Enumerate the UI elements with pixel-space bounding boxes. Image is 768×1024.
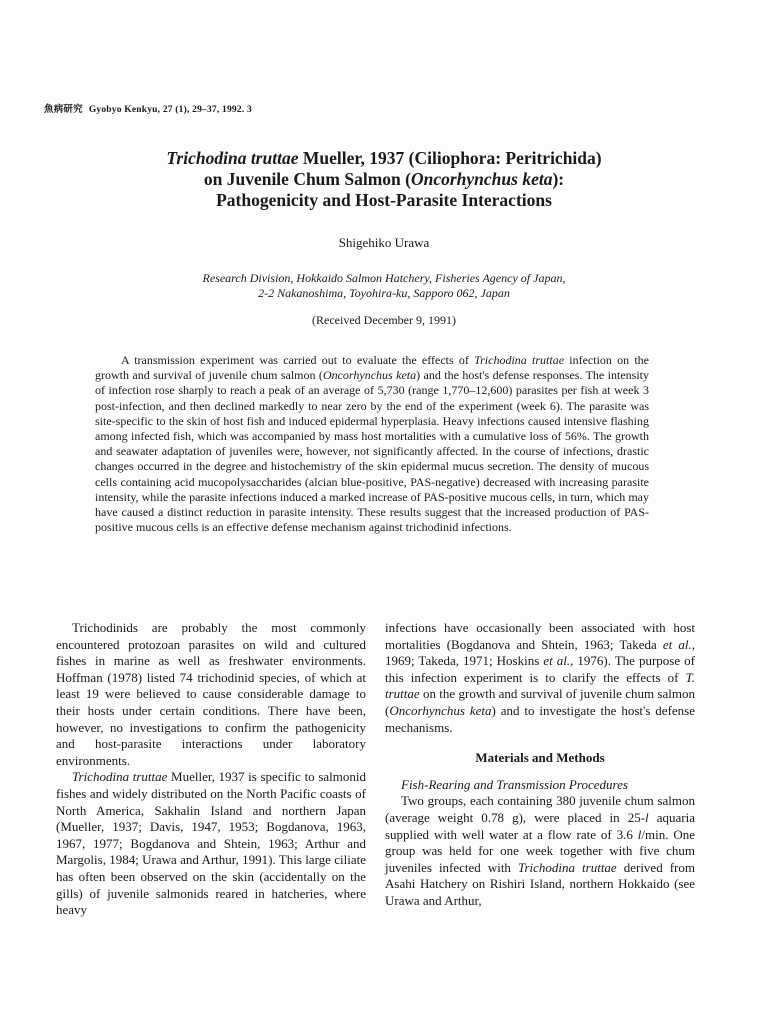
journal-citation-text: Gyobyo Kenkyu, 27 (1), 29–37, 1992. 3 (88, 105, 252, 115)
section-heading-methods: Materials and Methods (475, 750, 605, 766)
author-name: Shigehiko Urawa (338, 235, 430, 250)
title-line3: Pathogenicity and Host-Parasite Interactions (216, 190, 552, 210)
left-column (56, 620, 366, 919)
title-line2-end: ): (552, 169, 565, 189)
species-abbrev: T. truttae (385, 669, 695, 702)
intro-paragraph-2-text: Mueller, 1937 is specific to salmonid fishes and widely distributed on the North Pacific coasts of North America, Sakhalin Island and northern Japan (Mueller, 1937; Davis, 1947, 1953; Bogdanova, 1963, 1967, 1977; Bogdanova and Shtein, 1963; Arthur and Margolis, 1984; Urawa and Arthur, 1991). This large ciliate has often been observed on the skin (accidentally on the gills) of juvenile salmonids reared in hatcheries, where heavy (56, 769, 366, 918)
text-span: infections have occasionally been associated with host mortalities (Bogdanova and Shtein, 1963; Takeda (385, 620, 695, 652)
title-line1-rest: Mueller, 1937 (Ciliophora: Peritrichida) (298, 148, 602, 168)
intro-paragraph-2 (56, 769, 366, 918)
text-span: Two groups, each containing 380 juvenile chum salmon (average weight 0.78 g), were placed in 25- (385, 793, 695, 825)
et-al: et al. (662, 636, 692, 652)
text-span: ) and to investigate the host's defense mechanisms. (385, 702, 695, 735)
abstract-text-2: infection on the growth and survival of juvenile chum salmon ( (95, 353, 650, 383)
abstract (95, 353, 649, 535)
abstract-species-1: Trichodina truttae (474, 353, 565, 367)
species-name: Trichodina truttae (517, 859, 617, 875)
species-name: Oncorhynchus keta (389, 702, 492, 718)
liter-unit: l (645, 809, 649, 825)
title-line2-species: Oncorhynchus keta (410, 169, 553, 189)
right-column (385, 620, 695, 910)
received-date: (Received December 9, 1991) (312, 313, 456, 327)
affiliation (0, 271, 768, 301)
text-span: on the growth and survival of juvenile chum salmon ( (385, 686, 695, 718)
journal-japanese-name: 魚病研究 (44, 104, 83, 115)
text-span: aquaria supplied with well water at a flow rate of 3.6 (385, 809, 695, 842)
intro-species: Trichodina truttae (72, 769, 168, 785)
text-span: , 1969; Takeda, 1971; Hoskins (385, 636, 695, 669)
title-species: Trichodina truttae (166, 148, 299, 168)
title-line2-start: on Juvenile Chum Salmon ( (203, 169, 411, 189)
abstract-text-3: ) and the host's defense responses. The intensity of infection rose sharply to reach a peak of an average of 5,730 (range 1,770–12,600) parasites per fish at week 3 post-infection, and then declined markedly to near zero by the end of the experiment (week 6). The parasite was site-specific to the skin of host fish and induced epidermal hyperplasia. Heavy infections caused intensive flashing among infected fish, which was accompanied by mass host mortalities with a cumulative loss of 56%. The growth and seawater adaptation of juveniles were, however, not significantly affected. In the course of infections, drastic changes occurred in the degree and histochemistry of the skin epidermal mucus secretion. The density of mucous cells containing acid mucopolysaccharides (alcian blue-positive, PAS-negative) decreased with increasing parasite intensity, while the parasite infections induced a marked increase of PAS-positive mucous cells, in turn, which may have caused a distinct reduction in parasite intensity. These results suggest that the increased production of PAS-positive mucous cells is an effective defense mechanism against trichodinid infections. (95, 368, 649, 535)
subsection-heading: Fish-Rearing and Transmission Procedures (401, 776, 628, 792)
liter-unit: l (637, 826, 642, 842)
affiliation-line2: 2-2 Nakanoshima, Toyohira-ku, Sapporo 062, Japan (258, 286, 510, 300)
intro-paragraph-1: Trichodinids are probably the most commonly encountered protozoan parasites on wild and cultured fishes in marine as well as freshwater environments. Hoffman (1978) listed 74 trichodinid species, of which at least 19 were believed to cause considerable damage to their hosts under certain conditions. There have been, however, no investigations to confirm the pathogenicity and host-parasite interactions under laboratory environments. (56, 620, 366, 768)
affiliation-line1: Research Division, Hokkaido Salmon Hatchery, Fisheries Agency of Japan, (202, 271, 566, 285)
intro-paragraph-continued (385, 620, 695, 736)
abstract-text-1: A transmission experiment was carried out to evaluate the effects of (121, 353, 475, 367)
abstract-species-2: Oncorhynchus keta (322, 368, 417, 383)
text-span: /min. One group was held for one week together with five chum juveniles infected with (385, 826, 695, 875)
text-span: , 1976). The purpose of this infection experiment is to clarify the effects of (385, 653, 695, 685)
methods-paragraph-1 (385, 793, 695, 909)
paper-title (60, 148, 708, 211)
text-span: derived from Asahi Hatchery on Rishiri Island, northern Hokkaido (see Urawa and Arthur, (385, 859, 695, 908)
et-al: et al. (543, 653, 571, 669)
journal-citation (44, 101, 252, 115)
